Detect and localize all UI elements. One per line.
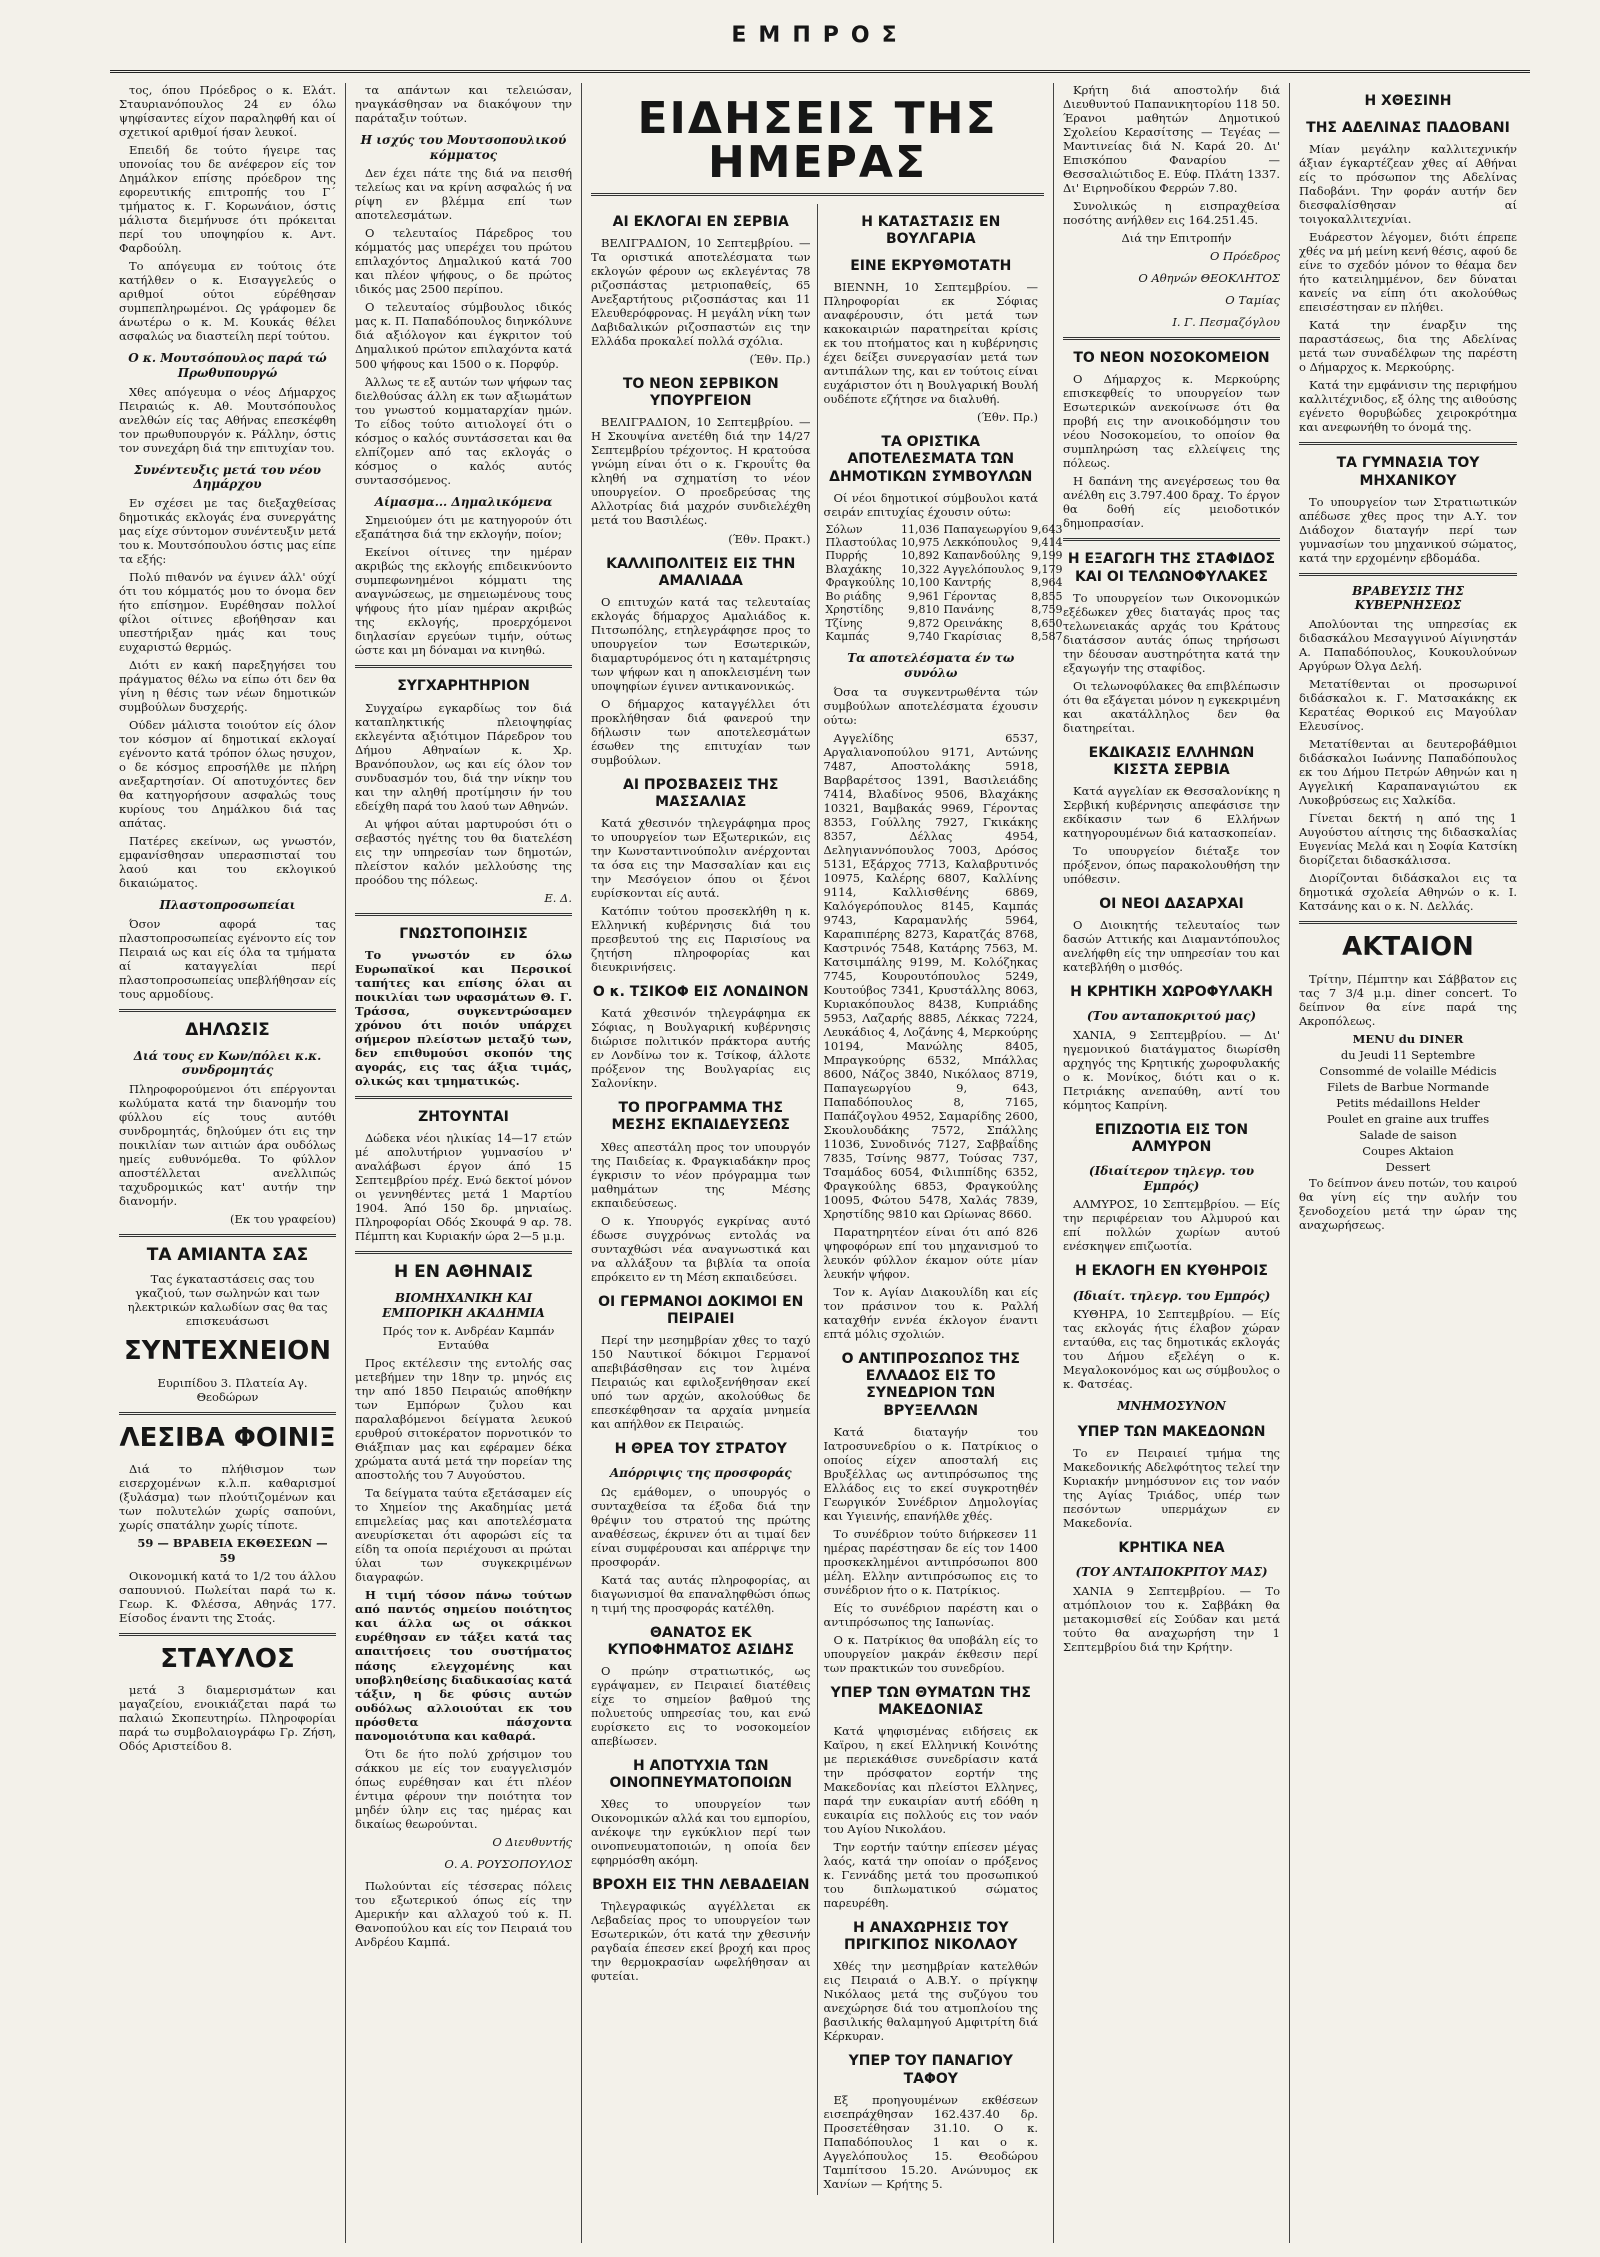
table-row xyxy=(824,536,1065,549)
candidate-name: Χρηστίδης xyxy=(825,603,884,617)
article-text: Οι τελωνοφύλακες θα επιβλέπωσιν ότι θα εξάγεται μόνον η εγκεκριμένη και ακατάλληλος δεν θα διατηρείται. xyxy=(1063,678,1280,735)
article-text: Όσα τα συγκεντρωθέντα τών συμβούλων αποτελέσματα έχουσιν ούτω: xyxy=(823,684,1038,727)
divider xyxy=(119,1009,336,1012)
article-text: Το απόγευμα εν τούτοις ότε κατήλθεν ο κ. Εισαγγελεύς ο αριθμοί ούτοι εύρέθησαν συμπεπληρωμένοι. Ως γράφομεν δε άνωτέρω ο κ. Μ. Κουκάς θέλει ασφαλώς να διαστείλη περί τούτου. xyxy=(119,259,336,344)
section-subheading: ΤΗΣ ΑΔΕΛΙΝΑΣ ΠΑΔΟΒΑΝΙ xyxy=(1306,120,1510,137)
section-heading: Η ΕΞΑΓΩΓΗ ΤΗΣ ΣΤΑΦΙΔΟΣ ΚΑΙ ΟΙ ΤΕΛΩΝΟΦΥΛΑΚΕΣ xyxy=(1067,551,1276,585)
article-text: Κρήτη διά αποστολήν διά Διευθυντού Παπανικητορίου 118 50. Έρανοι μαθητών Δημοτικού Σχολείου Κερασίτσης — Τεγέας — Μαντινείας διά Ν. Καρά 20. Δι' Επισκόπου Φαναρίου — Θεσσαλιώτιδος Ε. Εύφ. Πλάτη 1337. Δι' Ειρηνοδίκου Φερρών 7.80. xyxy=(1063,83,1280,196)
section-heading: Πλαστοπροσωπείαι xyxy=(159,898,296,913)
news-split xyxy=(591,204,1063,2195)
section-heading: Ο κ. Μουτσόπουλος παρά τώ Πρωθυπουργώ xyxy=(128,351,327,380)
article-text: ΚΥΘΗΡΑ, 10 Σεπτεμβρίου. — Είς τας εκλογάς ήτις έλαβον χώραν ενταύθα, εις τας δημοτικάς εκλογάς του Δήμου εξελέγη ο κ. Μεγαλοκονόμος και ως σύμβουλος ο κ. Φατσέας. xyxy=(1063,1307,1280,1392)
vote-count: 8,964 xyxy=(1031,576,1063,590)
article-text: Άλλως τε εξ αυτών των ψήφων τας διελθούσας άλλη εκ των αξιωμάτων του γνωστού κομματαρχίαν ημών. Το είδος τούτο αιτιολογεί ότι ο κόσμος ο καλός συντάσσεται και θα ελπίζομεν από τας εκλογάς ο κόσμος ο καλός αυτός συντασσόμενος. xyxy=(355,374,572,487)
article-text: Κατά ψηφισμένας ειδήσεις εκ Καϊρου, η εκεί Ελληνική Κοινότης με περιεκάθισε συνεδρίασιν κατά την πρόσφατον εορτήν της Μακεδονίας και πλείστοι Ελληνες, παρά την ευκαιρίαν αυτή εδόθη η ευκαιρία εις πολλούς εις τον ναόν του Αγίου Νικολάου. xyxy=(823,1724,1038,1837)
menu-item: Coupes Aktaion xyxy=(1362,1144,1454,1159)
article-text: Αγγελίδης 6537, Αργαλιανοπούλου 9171, Αντώνης 7487, Αποστολάκης 5918, Βαρβαρέτσος 1391, Βασιλειάδης 7414, Βλαδίνος 9506, Βλαχάκης 10321, Βαμβακάς 9969, Γέροντας 8353, Γούλλης 7927, Γκικάκης 8357, Δέλλας 4954, Δεληγιαννόπουλος 7003, Δρόσος 5131, Εξάρχος 7713, Καλαβρυτινός 10975, Καλέρης 6807, Καλλίνης 9114, Καλλισθένης 6869, Καλόγερόπουλος 8145, Καμπάς 9743, Καραμανλής 5964, Καραπιπέρης 8273, Καρατζάς 8768, Καστρινός 7548, Κατάρης 7563, Μ. Κατσιμπάλης 9199, Μ. Κολόζηκας 7745, Κουρουτόπουλος 5249, Κουτούβος 7341, Κρυστάλλης 8063, Κυριακόπουλος 8438, Κυπριάδης 5953, Λαζαρής 8885, Λέκκας 7224, Λευκάδιος 4, Λοζάνης 4, Μερκούρης 10194, Μανώλης 8405, Μπραγκούρης 6532, Μπάλλας 8600, Νάζος 3840, Νικόλαος 8719, Παπαγεωργίου 9, 643, Παπαδόπουλος 8, 7165, Παπάζογλου 4952, Σαμαρίδης 2600, Σκουλουδάκης 7572, Σπάλλης 11036, Συνοδινός 7127, Σαββαΐδης 7835, Τσίνης 9877, Τούσας 737, Τσαμάδος 6054, Φιλιππίδης 6352, Φραγκούλης 6853, Φραγκούλης 10095, Φώτου 5478, Χαλάς 7839, Χρηστίδης 9810 και Ωρίωνας 8660. xyxy=(823,730,1038,1222)
masthead xyxy=(110,0,1530,73)
article-text: Παρατηρητέον είναι ότι από 826 ψηφοφόρων επί του μηχανισμού το λευκόν φύλλον έκαμον ούτε μίαν λευκήν ψήφον. xyxy=(823,1225,1038,1282)
article-text: Ο κ. Πατρίκιος θα υποβάλη είς το υπουργείον μακράν έκθεσιν περί των πρακτικών του συνεδρίου. xyxy=(823,1632,1038,1675)
section-subheading: ΕΙΝΕ ΕΚΡΥΘΜΟΤΑΤΗ xyxy=(850,258,1012,275)
section-heading: ΥΠΕΡ ΤΟΥ ΠΑΝΑΓΙΟΥ ΤΑΦΟΥ xyxy=(848,2053,1013,2087)
ad-heading: ΣΥΝΤΕΧΝΕΙΟΝ xyxy=(124,1335,331,1366)
article-source: (Ιδιαίτ. τηλεγρ. του Εμπρός) xyxy=(1072,1288,1271,1303)
votes-table xyxy=(824,523,1065,644)
signature: Ο. Α. ΡΟΥΣΟΠΟΥΛΟΣ xyxy=(444,1856,572,1871)
vote-count: 9,872 xyxy=(907,616,940,630)
divider xyxy=(1299,921,1517,924)
notice-source: (Εκ του γραφείου) xyxy=(230,1212,336,1227)
column-6 xyxy=(1290,83,1526,2243)
article-text: Το γνωστόν εν όλω Ευρωπαϊκοί και Περσικοί ταπήτες και επίσης όλαι αι ποικιλίαι των υφασμάτων Θ. Γ. Τράσσα, συγκεντρώσαμεν χρόνου ότι ποιόν υπάρχει σήμερον πλείστων μεταξύ των, δεν επιθυμούσι σκοπόν της αγοράς, εις τας άξια τιμάς, ολικώς και τμηματικώς. xyxy=(355,947,572,1088)
section-heading: ΑΙ ΕΚΛΟΓΑΙ ΕΝ ΣΕΡΒΙΑ xyxy=(612,214,789,230)
candidate-name: Παπαγεωργίου xyxy=(943,522,1028,536)
divider xyxy=(355,1251,572,1254)
vote-count: 10,322 xyxy=(900,562,940,576)
section-heading: ΕΚΔΙΚΑΣΙΣ ΕΛΛΗΝΩΝ ΚΙΣΣΤΑ ΣΕΡΒΙΑ xyxy=(1088,744,1255,778)
candidate-name: Τζίνης xyxy=(825,616,863,630)
divider xyxy=(1063,337,1280,340)
ad-text: μετά 3 διαμερισμάτων και μαγαζείου, ενοικιάζεται παρά τω παλαιώ Σκοπευτηρίω. Πληροφορίαι παρά τω συμβολαιογράφω Γρ. Ζήση, Οδός Αριστείδου 8. xyxy=(119,1683,336,1754)
article-text: Πρός τον κ. Ανδρέαν Καμπάν Ενταύθα xyxy=(382,1324,555,1353)
section-heading: Η ΑΝΑΧΩΡΗΣΙΣ ΤΟΥ ΠΡΙΓΚΙΠΟΣ ΝΙΚΟΛΑΟΥ xyxy=(843,1920,1018,1954)
article-source: (Του ανταποκριτού μας) xyxy=(1086,1009,1257,1024)
menu-item: Salade de saison xyxy=(1359,1128,1457,1143)
vote-count: 9,414 xyxy=(1031,536,1063,550)
ad-text: Διά το πλήθισμον των εισερχομένων κ.λ.π. καθαρισμοί (ξυλάσμα) των πλούτιζομένων και των πολυτελών χωρίς σαπούνι, χωρίς σπατάλην χωρίς τίποτε. xyxy=(119,1462,336,1533)
article-text: Δώδεκα νέοι ηλικίας 14—17 ετών μέ απολυτήριον γυμνασίου ν' αναλάβωσι έργον άπό 15 Σεπτεμβρίου πρέχ. Ενώ δεκτοί μόνον οι γεννηθέντες μετά 1 Μαρτίου 1904. Άπό 150 δρ. μηνιαίως. Πληροφορίαι Οδός Σκουφά 9 αρ. 78. Πέμπτη και Κυριακήν ώρα 2—5 μ.μ. xyxy=(355,1131,572,1244)
article-text: Απολύονται της υπηρεσίας εκ διδασκάλου Μεσαγγινού Αίγινηστάν Α. Παπαδόπουλος, Κουκουλούνων Αργύρων Όλγα Δελή. xyxy=(1299,616,1517,673)
article-text: Περί την μεσημβρίαν χθες το ταχύ 150 Ναυτικοί δόκιμοι Γερμανοί απεβιβάσθησαν εις τον λιμένα Πειραιώς και εφιλοξενήθησαν εκεί υπό των αρχών, ακολούθως δε επεσκέφθησαν τα αρχαία μνημεία και απήλθον εκ Πειραιώς. xyxy=(591,1332,811,1431)
article-text: Το υπουργείον των Στρατιωτικών απέδωσε χθες προς την Α.Υ. τον Διάδοχον διαταγήν περί των γυμνασίων του μηχανικού σώματος, κατά την ερχομένην εβδομάδα. xyxy=(1299,494,1517,565)
article-text: Το υπουργείον διέταξε τον πρόξενον, όπως παρακολουθήση την υπόθεσιν. xyxy=(1063,844,1280,887)
article-text: Ούδεν μάλιστα τοιούτον είς όλον τον κόσμον αί δημοτικαί εκλογαί εγένοντο κατά τρόπον όλως ησυχον, ο δε κόσμος επροσήλθε με πλήρη ανεξαρτησίαν. Οί αποτυχόντες δεν θα κατηγορήσουν ασφαλώς τους κυρίους του Δημάλκου διά τας απάτας. xyxy=(119,718,336,831)
signature: Ε. Δ. xyxy=(544,890,572,905)
article-text: Μετατίθενται οι προσωρινοί διδάσκαλοι κ. Γ. Ματσακάκης εκ Κερατέας Θορικού εις Μαγούλαν Ελευσίνος. xyxy=(1299,677,1517,734)
article-text: Πατέρες εκείνων, ως γνωστόν, εμφανίσθησαν υπερασπισταί του λαού και του εκλογικού δικαιώματος. xyxy=(119,834,336,891)
section-heading: Η ΑΠΟΤΥΧΙΑ ΤΩΝ ΟΙΝΟΠΝΕΥΜΑΤΟΠΟΙΩΝ xyxy=(609,1758,793,1792)
article-text: Προς εκτέλεσιν της εντολής σας μετεβήμεν την 18ην τρ. μηνός εις την από 1850 Πειραιώς αποθήκην των Εμπόρων ζυλου και παραλαβόμενοι δείγματα λευκού ερυθρού σιτοκέρατον πορνοτικόν το Θιάξπιαν μας και εφέραμεν δέκα χρώματα αυτά μετά την πορείαν της αποστολής του 7 Αυγούστου. xyxy=(355,1356,572,1483)
article-text: Κατά διαταγήν του Ιατροσυνεδρίου ο κ. Πατρίκιος ο οποίος είχεν αποσταλή εις Βρυξέλλας ως αντιπρόσωπος της Ελλάδος εις το εκεί συγκροτηθέν Γεωργικόν Συνέδριον Δημολογίας και Υγιεινής, επανήλθε χθές. xyxy=(823,1424,1038,1523)
candidate-name: Γέροντας xyxy=(943,589,997,603)
candidate-name: Πλαστούλας xyxy=(825,536,897,550)
menu-item: Poulet en graine aux truffes xyxy=(1326,1112,1490,1127)
table-row xyxy=(824,617,1065,630)
vote-count: 8,587 xyxy=(1031,629,1063,643)
section-heading: ΚΡΗΤΙΚΑ ΝΕΑ xyxy=(1118,1540,1225,1557)
signature: Ο Αθηνών ΘΕΟΚΛΗΤΟΣ xyxy=(1138,271,1280,286)
article-text: Ο δήμαρχος καταγγέλλει ότι προκλήθησαν διά φανερού την δήλωσιν των αποτελεσμάτων έσωθεν της επιτυχίαν των συμβούλων. xyxy=(591,696,811,767)
article-source: (Ιδιαίτερον τηλεγρ. του Εμπρός) xyxy=(1088,1164,1255,1193)
article-text: Μίαν μεγάλην καλλιτεχνικήν άξιαν έγκαρτέζεαν χθες αί Αθήναι είς το πρόσωπον της Αδελίνας Παδοβάνι. Την φοράν αυτήν δεν διεσφαλίσθησαν αί τοιγοκαλλιτεχνίαι. xyxy=(1299,142,1517,227)
page-columns xyxy=(110,83,1530,2243)
vote-count: 8,650 xyxy=(1031,616,1063,630)
article-text: Συνολικώς η εισπραχθείσα ποσότης ανήλθεν εις 164.251.45. xyxy=(1063,199,1280,228)
article-text: ΑΛΜΥΡΟΣ, 10 Σεπτεμβρίου. — Είς την περιφέρειαν του Αλμυρού και επί πολλών χωρίων αυτού ενέσκηψεν επιζωοτία. xyxy=(1063,1197,1280,1254)
section-heading: ΒΡΟΧΗ ΕΙΣ ΤΗΝ ΛΕΒΑΔΕΙΑΝ xyxy=(592,1877,810,1894)
table-row xyxy=(824,630,1065,643)
article-text: Τρίτην, Πέμπτην και Σάββατον εις τας 7 3/4 μ.μ. diner concert. Το δείπνον θα είνε παρά της Ακροπόλεως. xyxy=(1299,971,1517,1029)
candidate-name: Πυρρής xyxy=(825,549,868,563)
section-heading: Τα αποτελέσματα έν τω συνόλω xyxy=(847,651,1015,680)
notice-text: Πληροφορούμενοι ότι επέργονται κωλύματα κατά την διανομήν του φύλλου είς τους αυτόθι συνδρομητάς, δηλούμεν ότι εις την ποικιλίαν των αιτιών άρα ουδόλως ημείς ευθυνόμεθα. Το φύλλον αποστέλλεται ανελλιπώς ταχυδρομικώς κατ' αυτήν την διανομήν. xyxy=(119,1081,336,1209)
article-text: ΒΕΛΙΓΡΑΔΙΟΝ, 10 Σεπτεμβρίου. — Τα οριστικά αποτελέσματα των εκλογών φέρουν ως εκλεγέντας 78 ριζοσπάστας μετριοπαθείς, 65 Ανεξαρτήτους ριζοσπάστας και 11 Ελευθερόφρονας. Η μεγάλη νίκη των Δαβιδαλικών ριζοσπαστών εις την Ελλάδα προκαλεί πολλά σχόλια. xyxy=(591,236,811,349)
section-heading: ΓΝΩΣΤΟΠΟΙΗΣΙΣ xyxy=(399,925,528,942)
article-text: Την εορτήν ταύτην επίεσεν μέγας λαός, κατά την οποίαν ο πρόξενος κ. Γεννάδης μετά του προσωπικού του διπλωματικού σώματος παρευρέθη. xyxy=(823,1840,1038,1911)
section-heading: Η ΚΑΤΑΣΤΑΣΙΣ ΕΝ ΒΟΥΛΓΑΡΙΑ xyxy=(861,214,1001,248)
article-text: ΧΑΝΙΑ 9 Σεπτεμβρίου. — Το ατμόπλοιον του κ. Σαββάκη θα μετακομισθεί είς Σούδαν και μετά τούτο θα αναχωρήση την 1 Σεπτεμβρίου διά την Κρήτην. xyxy=(1063,1583,1280,1654)
section-heading: ΣΥΓΧΑΡΗΤΗΡΙΟΝ xyxy=(397,678,530,695)
candidate-name: Ορεινάκης xyxy=(943,616,1003,630)
article-text: τος, όπου Πρόεδρος ο κ. Ελάτ. Σταυριανόπουλος 24 εν όλω ψηφίσαντες είχον παραληφθή και οί σχετικοί αριθμοί ήσαν λευκοί. xyxy=(119,83,336,140)
section-heading: ΑΚΤΑΙΟΝ xyxy=(1342,932,1474,963)
section-heading: ΥΠΕΡ ΤΩΝ ΘΥΜΑΤΩΝ ΤΗΣ ΜΑΚΕΔΟΝΙΑΣ xyxy=(830,1684,1031,1718)
vote-count: 10,975 xyxy=(900,536,940,550)
article-text: Κατά την εμφάνισιν της περιφήμου καλλιτέχνιδος, εξ όλης της αιθούσης εγένετο θορυβώδες χειροκρότημα και ανεφωνήθη το όνομά της. xyxy=(1299,378,1517,435)
candidate-name: Βο ριάδης xyxy=(825,589,882,603)
section-heading: ΤΑ ΓΥΜΝΑΣΙΑ ΤΟΥ ΜΗΧΑΝΙΚΟΥ xyxy=(1336,455,1480,489)
article-text: Ο Διοικητής τελευταίος των δασών Αττικής και Διαμαντόπουλος ανελήφθη είς την υπηρεσίαν του και κατεβλήθη ο μισθός. xyxy=(1063,918,1280,975)
article-text: ΒΙΕΝΝΗ, 10 Σεπτεμβρίου. — Πληροφορίαι εκ Σόφιας αναφέρουσιν, ότι μετά των κακοκαιριών παρατηρείται κρίσις εκ του πτοήματος και η κυβέρνησις έχει δείξει συνεργασίαν μετά των αντιπάλων της, και εν τούτοις είναι ευχάριστον ότι η Βουλγαρική Βουλή ουδέποτε εζήτησε να διαλυθή. xyxy=(823,280,1038,407)
divider xyxy=(591,193,1044,196)
section-heading: ΤΟ ΝΕΟΝ ΝΟΣΟΚΟΜΕΙΟΝ xyxy=(1073,350,1270,367)
article-text: Κατά χθεσινόν τηλεγράφημα εκ Σόφιας, η Βουλγαρική κυβέρνησις διώρισε πολιτικόν πράκτορα αυτής εν Λονδίνω τον κ. Τσίκοφ, άλλοτε πρόξενον της Βουλγαρίας εις Σαλονίκην. xyxy=(591,1006,811,1091)
vote-count: 9,740 xyxy=(907,629,940,643)
candidate-name: Βλαχάκης xyxy=(825,562,882,576)
article-text: τα απάντων και τελειώσαν, ηναγκάσθησαν να διακόψουν την παράταξιν τούτων. xyxy=(355,83,572,126)
vote-count: 8,759 xyxy=(1031,603,1063,617)
article-text: Ο τελευταίος Πάρεδρος του κόμματός μας υπερέχει του πρώτου επιλαχόντος Δημαλικού κατά 700 και πλέον ψήφους, ο δε πρώτος ιδικός μας 2500 περίπου. xyxy=(355,226,572,297)
divider xyxy=(119,1633,336,1636)
article-text: ΧΑΝΙΑ, 9 Σεπτεμβρίου. — Δι' ηγεμονικού διατάγματος διωρίσθη αρχηγός της Κρητικής χωροφυλακής ο κ. Μονίκος, διότι και ο κ. Πετριάκης ανεπαύθη, αντί του κόμητος Καπρίνη. xyxy=(1063,1027,1280,1112)
news-of-the-day xyxy=(582,83,1063,2243)
ad-heading: ΛΕΣΙΒΑ ΦΟΙΝΙΞ xyxy=(119,1422,336,1453)
section-heading: Η ΧΘΕΣΙΝΗ xyxy=(1364,93,1452,109)
vote-count: 9,199 xyxy=(1031,549,1063,563)
article-text: Ότι δε ήτο πολύ χρήσιμον του σάκκου με είς τον ευαγγελισμόν όπως ευρέθησαν και έτι πλέον έντιμα φέρουν την ποιότητα τον μηδέν ύλην εις τας ημέρας και δικαίως θεωρούνται. xyxy=(355,1746,572,1831)
dinner-menu xyxy=(1299,1032,1517,1174)
article-text: Εκείνοι οίτινες την ημέραν ακριβώς της εκλογής επιδεικνύοντο συμπεφωνημένοι κόμματι της αναγνώσεως, με σημειωμένους τους ψήφους ήτο μίαν ημέραν ακριβώς της εκλογής, προερχόμενοι διηλασίαν εργεύων τιμήν, ούτως ώστε και μη δόναμαι να κινηθώ. xyxy=(355,545,572,658)
article-text: Κατά χθεσινόν τηλεγράφημα προς το υπουργείον των Εξωτερικών, εις την Κωνσταντινούπολιν ανέρχονται τα όσα εις την Μασσαλίαν και εις την Μεσόγειον όπου οι ξένοι ευρίσκονται είς αυτά. xyxy=(591,816,811,901)
article-text: Ο κ. Υπουργός εγκρίνας αυτό έδωσε συγχρόνως εντολάς να συνταχθώσι νέα αναγνωστικά και να αλλάξουν τα βιβλία τα οποία επρόκειτο εν τη Μέση εκπαιδεύσει. xyxy=(591,1213,811,1284)
signature: Ο Πρόεδρος xyxy=(1209,249,1280,264)
article-source: (ΤΟΥ ΑΝΤΑΠΟΚΡΙΤΟΥ ΜΑΣ) xyxy=(1075,1565,1268,1580)
article-text: Ο τελευταίος σύμβουλος ιδικός μας κ. Π. Παπαδόπουλος διηνκόλυνε διά αξιόλογον και έγκριτον τού Δημαλικού πρώτον επιλαχόντα κατά 500 ψήφους και 1500 ο κ. Πορφύρ. xyxy=(355,300,572,371)
article-text: Εξ προηγουμένων εκθέσεων εισεπράχθησαν 162.437.40 δρ. Προσετέθησαν 31.10. Ο κ. Παπαδόπουλος 1 και ο κ. Αγγελόπουλος 15. Θεοδώρου Ταμπίτσου 15.20. Ανώνυμος εκ Χανίων — Κρήτης 5. xyxy=(823,2092,1038,2191)
section-heading: Η ΕΝ ΑΘΗΝΑΙΣ xyxy=(393,1262,534,1283)
divider xyxy=(355,1096,572,1099)
menu-item: Petits médaillons Helder xyxy=(1336,1096,1480,1111)
article-text: Τον κ. Αγίαν Διακουλίδη και είς τον πράσινον του κ. Ραλλή καταχθήν εννέα έκλογον έναντι επτά μόλις σχολιών. xyxy=(823,1285,1038,1342)
section-heading: Ο ΑΝΤΙΠΡΟΣΩΠΟΣ ΤΗΣ ΕΛΛΑΔΟΣ ΕΙΣ ΤΟ ΣΥΝΕΔΡΙΟΝ ΤΩΝ ΒΡΥΞΕΛΛΩΝ xyxy=(841,1351,1020,1419)
notice-heading: ΔΗΛΩΣΙΣ xyxy=(185,1020,270,1040)
section-heading: Η ΘΡΕΑ ΤΟΥ ΣΤΡΑΤΟΥ xyxy=(614,1440,787,1457)
table-row xyxy=(824,563,1065,576)
menu-item: du Jeudi 11 Septembre xyxy=(1340,1048,1476,1063)
article-text: Διά την Επιτροπήν xyxy=(1121,231,1232,246)
vote-count: 10,892 xyxy=(900,549,940,563)
section-heading: Η ισχύς του Μουτσοπουλικού κόμματος xyxy=(360,133,567,162)
section-heading: Συνέντευξις μετά του νέου Δημάρχου xyxy=(134,462,321,492)
news-column-right xyxy=(818,204,1063,2195)
candidate-name: Γκαρίσιας xyxy=(943,629,1002,643)
article-text: Μετατίθενται αι δευτεροβάθμιοι διδάσκαλοι Ιωάννης Παπαδόπουλος εκ του Δήμου Πετρών Αθηνών και η Αγγελική Καραπαναγιώτου εκ Λυκοβρύσεως εις Χαλκίδα. xyxy=(1299,737,1517,808)
vote-count: 9,810 xyxy=(907,603,940,617)
article-text: Διορίζονται διδάσκαλοι εις τα δημοτικά σχολεία Αθηνών ο κ. Ι. Κατσάνης και ο κ. Ν. Δελλάς. xyxy=(1299,871,1517,914)
signature: Ι. Γ. Πεσμαζόγλου xyxy=(1172,315,1280,330)
candidate-name: Καπανδούλης xyxy=(943,549,1021,563)
candidate-name: Πανάνης xyxy=(943,603,995,617)
divider xyxy=(119,1234,336,1237)
table-row xyxy=(824,590,1065,603)
section-heading: Αίμασμα... Δημαλικόμενα xyxy=(374,494,553,509)
article-text: Αι ψήφοι αύται μαρτυρούσι ότι ο σεβαστός ηγέτης του θα διατελέση εις την υπηρεσίαν των δημοτών, πλείστον καλόν μελλούσης της προόδου της πόλεως. xyxy=(355,816,572,887)
section-heading: ΤΟ ΠΡΟΓΡΑΜΜΑ ΤΗΣ ΜΕΣΗΣ ΕΚΠΑΙΔΕΥΣΕΩΣ xyxy=(611,1100,790,1134)
section-heading: ΑΙ ΠΡΟΣΒΑΣΕΙΣ ΤΗΣ ΜΑΣΣΑΛΙΑΣ xyxy=(623,776,779,810)
candidate-name: Καντρής xyxy=(943,576,992,590)
article-text: Κατά την έναρξιν της παραστάσεως, δια της Αδελίνας μετά των συναδέλφων της παρέστη ο Δήμαρχος κ. Μερκούρης. xyxy=(1299,318,1517,375)
masthead-title: ΕΜΠΡΟΣ xyxy=(731,22,909,48)
menu-item: MENU du DINER xyxy=(1352,1032,1464,1047)
ad-heading: ΤΑ ΑΜΙΑΝΤΑ ΣΑΣ xyxy=(146,1245,309,1266)
page-title: ΕΙΔΗΣΕΙΣ ΤΗΣ ΗΜΕΡΑΣ xyxy=(637,93,998,188)
article-text: Ευάρεστον λέγομεν, διότι έπρεπε χθές να μή μείνη κενή θέσις, αφού δε είνε το σχεδόν μόνον το θέαμα δεν ήτο κατειλημμένον, δεν δύναται κανείς να είπη ότι ακολούθως επεισέστησαν εν πλήθει. xyxy=(1299,230,1517,315)
section-subheading: Απόρριψις της προσφοράς xyxy=(609,1466,792,1481)
section-heading: ΖΗΤΟΥΝΤΑΙ xyxy=(418,1108,509,1125)
article-text: Το εν Πειραιεί τμήμα της Μακεδονικής Αδελφότητος τελεί την Κυριακήν μνημόσυνον εις τον ναόν της Αγίας Τριάδος, υπέρ των πεσόντων υπερμάχων εν Μακεδονία. xyxy=(1063,1445,1280,1531)
column-2 xyxy=(346,83,582,2243)
article-text: ΒΕΛΙΓΡΑΔΙΟΝ, 10 Σεπτεμβρίου. — Η Σκουψίνα ανετέθη διά την 14/27 Σεπτεμβρίου τρέχοντος. Η κρατούσα γνώμη είναι ότι ο κ. Γκρουΐτς θα κληθή να σχηματίση το νέον υπουργείον. Ο προεδρεύσας της Αλλοτρίας διά μαχρόν συνδιελέχθη μετά του Βασιλέως. xyxy=(591,415,811,528)
article-text: Το συνέδριον τούτο διήρκεσεν 11 ημέρας παρέστησαν δε είς τον 1400 προσκεκλημένοι αντιπρόσωποι 800 μέλη. Ελλην αντιπρόσωπος εις το συνέδριον ήτο ο κ. Πατρίκιος. xyxy=(823,1526,1038,1597)
article-text: Το δείπνον άνευ ποτών, του καιρού θα γίνη είς την αυλήν του ξενοδοχείου μετά την ώραν της αναχωρήσεως. xyxy=(1299,1176,1517,1233)
article-text: Ο επιτυχών κατά τας τελευταίας εκλογάς δήμαρχος Αμαλιάδος κ. Πιτσωπόλης, ετηλεγράφησε προς το υπουργείον των Εσωτερικών, διαμαρτυρόμενος ότι η καταμέτρησις των ψήφων και η αποκλεισμένη των υποψηφίων έγινεν αντικανονικώς. xyxy=(591,594,811,693)
ad-heading: ΣΤΑΥΛΟΣ xyxy=(160,1643,295,1674)
section-heading: ΒΡΑΒΕΥΣΙΣ ΤΗΣ ΚΥΒΕΡΝΗΣΕΩΣ xyxy=(1352,583,1464,613)
section-heading: ΘΑΝΑΤΟΣ ΕΚ ΚΥΠΟΦΗΜΑΤΟΣ ΑΣΙΔΗΣ xyxy=(607,1624,795,1658)
article-text: Διότι εν κακή παρεξηγήσει του πράγματος θέλω να είπω ότι δεν θα γίνη η θέσις των νέων δημοτικών συμβούλων δυσχερής. xyxy=(119,658,336,715)
column-5 xyxy=(1054,83,1290,2243)
divider xyxy=(1299,442,1517,445)
article-text: Χθές την μεσημβρίαν κατελθών εις Πειραιά ο Α.Β.Υ. ο πρίγκηψ Νικόλαος μετά της συζύγου του ανεχώρησε διά του ατμοπλοίου της βασιλικής θαλαμηγού Αμφιτρίτη διά Κέρκυραν. xyxy=(823,1959,1038,2044)
table-row xyxy=(824,549,1065,562)
vote-count: 8,855 xyxy=(1031,589,1063,603)
news-column-left xyxy=(591,204,818,2195)
section-heading: Η ΕΚΛΟΓΗ ΕΝ ΚΥΘΗΡΟΙΣ xyxy=(1075,1263,1268,1280)
section-heading: ΟΙ ΝΕΟΙ ΔΑΣΑΡΧΑΙ xyxy=(1099,896,1244,913)
section-heading: ΤΑ ΟΡΙΣΤΙΚΑ ΑΠΟΤΕΛΕΣΜΑΤΑ ΤΩΝ ΔΗΜΟΤΙΚΩΝ ΣΥΜΒΟΥΛΩΝ xyxy=(829,434,1033,485)
article-text: Όσον αφορά τας πλαστοπροσωπείας εγένοντο είς τον Πειραιά ως και είς όλα τα τμήματα αί καταγγελίαι περί πλαστοπροσωπείας υπεβλήθησαν είς τους αρμοδίους. xyxy=(119,916,336,1001)
divider xyxy=(119,1412,336,1415)
notice-subheading: Διά τους εν Κων/πόλει κ.κ. συνδρομητάς xyxy=(133,1048,322,1078)
section-subheading: ΥΠΕΡ ΤΩΝ ΜΑΚΕΔΟΝΩΝ xyxy=(1077,1423,1266,1440)
article-text: Συγχαίρω εγκαρδίως τον διά καταπληκτικής πλειοψηφίας εκλεγέντα αξιότιμον Πάρεδρον του Δήμου Αθηναίων κ. Χρ. Βρανόπουλον, ως και είς όλον τον συνδυασμόν του, διά την νίκην του και την αληθή προτίμησιν ήν του εδείχθη παρά του λαού των Αθηνών. xyxy=(355,700,572,813)
section-heading: ΟΙ ΓΕΡΜΑΝΟΙ ΔΟΚΙΜΟΙ ΕΝ ΠΕΙΡΑΙΕΙ xyxy=(598,1293,804,1327)
signature: Ο Διευθυντής xyxy=(492,1834,572,1849)
article-text: Γίνεται δεκτή η από της 1 Αυγούστου αίτησις της διδασκαλίας Ευγενίας Μελά και η Σοφία Κατσίκη διορίζεται διδασκάλισσα. xyxy=(1299,811,1517,868)
article-text: Κατά τας αυτάς πληροφορίας, αι διαγωνισμοί θα επαναληφθώσι όπως η τιμή της προσφοράς κατέλθη. xyxy=(591,1572,811,1615)
table-row xyxy=(824,523,1065,536)
article-source: (Έθν. Πρ.) xyxy=(977,410,1038,425)
signature: Ο Ταμίας xyxy=(1225,293,1280,308)
divider xyxy=(1063,538,1280,541)
vote-count: 10,100 xyxy=(900,576,940,590)
candidate-name: Φραγκούλης xyxy=(825,576,895,590)
article-text: Κατόπιν τούτου προσεκλήθη η κ. Ελληνική κυβέρνησις διά του πρεσβευτού της εις Παρισίους να ζητήση πληροφορίας και διευκρινήσεις. xyxy=(591,904,811,975)
divider xyxy=(1299,573,1517,576)
article-text: Κατά αγγελίαν εκ Θεσσαλονίκης η Σερβική κυβέρνησις απεφάσισε την εκδίκασιν των 6 Ελλήνων κατηγορουμένων διά κατασκοπείαν. xyxy=(1063,783,1280,840)
article-text: Οί νέοι δημοτικοί σύμβουλοι κατά σειράν επιτυχίας έχουσιν ούτω: xyxy=(823,490,1038,519)
article-text: Ο Δήμαρχος κ. Μερκούρης επισκεφθείς το υπουργείον των Εσωτερικών ανεκοίνωσε ότι θα προβή εις την ανοικοδόμησιν του νέου Νοσοκομείου, το οποίον θα συμπληρώση τας ελλείψεις της πόλεως. xyxy=(1063,372,1280,471)
article-text: Πολύ πιθανόν να έγινεν άλλ' ούχί ότι του κόμματός μου το όνομα δεν ήτο επίσημον. Ευρέθησαν πολλοί φίλοι οίτινες εβοήθησαν και υπεστήριξαν ημάς και τους ευχαριστώ θερμώς. xyxy=(119,569,336,655)
article-source: (Έθν. Πρακτ.) xyxy=(728,531,811,546)
article-text: Τα δείγματα ταύτα εξετάσαμεν είς το Χημείον της Ακαδημίας μετά επιμελείας μας και αποτελέσματα ανευρίσκεται ότι αφορώσι είς τα είδη τα οποία περιέχουσι αι πρώται ύλαι των συγκεκριμένων διαγραφών. xyxy=(355,1486,572,1585)
column-1 xyxy=(110,83,346,2243)
vote-count: 9,643 xyxy=(1031,522,1063,536)
article-text: Χθες απεστάλη προς τον υπουργόν της Παιδείας κ. Φραγκιαδάκην προς έγκρισιν το νέον πρόγραμμα των μαθημάτων της Μέσης εκπαιδεύσεως. xyxy=(591,1139,811,1210)
article-text: Χθες απόγευμα ο νέος Δήμαρχος Πειραιώς κ. Αθ. Μουτσόπουλος ανελθών είς τας Αθήνας επεσκέφθη τον πρωθυπουργόν κ. Ράλλην, όστις τον συνεχάρη διά την επιτυχίαν του. xyxy=(119,384,336,455)
candidate-name: Σόλων xyxy=(825,522,863,536)
article-source: (Έθν. Πρ.) xyxy=(749,352,811,367)
article-text: Η τιμή τόσον πάνω τούτων από παντός σημείου ποιότητος και άλλα ως οι σάκκοι ευρέθησαν εν τάξει κατά τας απαιτήσεις του συστήματος πάσης ελεγχομένης και υποβληθείσης διαδικασίας κατά τάξιν, η δε φύσις αυτών ουδόλως αλλοιούται εκ του πρόσθετα πάσχοντα πανομοιότυπα και καθαρά. xyxy=(355,1588,572,1743)
divider xyxy=(355,665,572,668)
vote-count: 11,036 xyxy=(900,522,940,536)
section-heading: ΤΟ ΝΕΟΝ ΣΕΡΒΙΚΟΝ ΥΠΟΥΡΓΕΙΟΝ xyxy=(622,376,779,410)
article-text: Σημειούμεν ότι με κατηγορούν ότι εξαπάτησα διά την εκλογήν, ποίον; xyxy=(355,513,572,542)
table-row xyxy=(824,576,1065,589)
menu-item: Filets de Barbue Normande xyxy=(1327,1080,1489,1095)
article-text: Επειδή δε τούτο ήγειρε τας υπονοίας του δε ανέφερον είς τον Δημάλκον επίσης πρόεδρον της εφορευτικής επιτροπής του Γ΄ τμήματος κ. Γ. Κορωνάιον, όστις μάλιστα διεμήνυσε ότι πρόκειται περί του υποψηφίου κ. Αντ. Φαρδούλη. xyxy=(119,143,336,256)
candidate-name: Λεκκόπουλος xyxy=(943,536,1018,550)
article-text: Η δαπάνη της ανεγέρσεως του θα ανέλθη εις 3.797.400 δραχ. Το έργον θα δοθή είς μειοδοτικόν δημοπρασίαν. xyxy=(1063,474,1280,531)
ad-text: Ευριπίδου 3. Πλατεία Αγ. Θεοδώρων xyxy=(157,1375,308,1404)
article-text: Ως εμάθομεν, ο υπουργός ο συνταχθείσα τα έξοδα διά την θρέψιν του στρατού της πρώτης αναθέσεως, έκρινεν ότι αι τιμαί δεν είναι συμφέρουσαι και απέρριψε την προσφοράν. xyxy=(591,1484,811,1569)
article-text: Τηλεγραφικώς αγγέλλεται εκ Λεβαδείας προς το υπουργείον των Εσωτερικών, ότι κατά την χθεσινήν ραγδαία έπεσεν εκεί βροχή και προς την θερμοκρασίαν ωφελήθησαν αι φυτείαι. xyxy=(591,1899,811,1984)
section-subheading: ΒΙΟΜΗΧΑΝΙΚΗ ΚΑΙ ΕΜΠΟΡΙΚΗ ΑΚΑΔΗΜΙΑ xyxy=(382,1290,545,1320)
candidate-name: Καμπάς xyxy=(825,629,870,643)
section-heading: ΜΝΗΜΟΣΥΝΟΝ xyxy=(1117,1399,1226,1414)
ad-text: Οικονομική κατά το 1/2 του άλλου σαπουνιού. Πωλείται παρά τω κ. Γεωρ. Κ. Φλέσσα, Αθηνάς 177. Είσοδος έναντι της Στοάς. xyxy=(119,1568,336,1625)
divider xyxy=(355,913,572,916)
article-text: Εν σχέσει με τας διεξαχθείσας δημοτικάς εκλογάς ένα συνεργάτης μας είχε σύντομον συνέντευξιν μετά του κ. Μουτσόπουλου όστις μας είπε τα εξής: xyxy=(119,495,336,566)
section-heading: ΚΑΛΛΙΠΟΛΙΤΕΙΣ ΕΙΣ ΤΗΝ ΑΜΑΛΙΑΔΑ xyxy=(606,555,796,589)
article-text: Το υπουργείον των Οικονομικών εξέδωκεν χθες διαταγάς προς τας τελωνειακάς αρχάς του Κράτους διατάσσον αυτάς όπως τηρήσωσι την δέουσαν αυστηρότητα κατά την εξαγωγήν της σταφίδος. xyxy=(1063,590,1280,675)
candidate-name: Αγγελόπουλος xyxy=(943,562,1025,576)
section-heading: Ο κ. ΤΣΙΚΟΦ ΕΙΣ ΛΟΝΔΙΝΟΝ xyxy=(592,984,809,1001)
vote-count: 9,179 xyxy=(1031,562,1063,576)
vote-count: 9,961 xyxy=(907,589,940,603)
ad-text: 59 — ΒΡΑΒΕΙΑ ΕΚΘΕΣΕΩΝ — 59 xyxy=(137,1536,328,1565)
table-row xyxy=(824,603,1065,616)
article-text: Χθες το υπουργείον των Οικονομικών αλλά και του εμπορίου, ανέκοψε την εγκύκλιον περί των οινοπνευματοποιών, η οποία δεν εφηρμόσθη ακόμη. xyxy=(591,1797,811,1868)
article-text: Δεν έχει πάτε της διά να πεισθή τελείως και να κρίνη ασφαλώς ή να ρίψη εν βλέμμα επί των αποτελεσμάτων. xyxy=(355,166,572,223)
article-text: Ο πρώην στρατιωτικός, ως εγράψαμεν, εν Πειραιεί διατέθεις είχε το σημείον βαθμού της πολυετούς υπηρεσίας του, και ενώ ευρίσκετο εις το νοσοκομείον απεβίωσεν. xyxy=(591,1663,811,1749)
section-heading: ΕΠΙΖΩΟΤΙΑ ΕΙΣ ΤΟΝ ΑΛΜΥΡΟΝ xyxy=(1094,1122,1249,1156)
menu-item: Consommé de volaille Médicis xyxy=(1319,1064,1497,1079)
ad-text: Τας έγκαταστάσεις σας του γκαζιού, των σωληνών και των ηλεκτρικών καλωδίων σας θα τας επισκευάσωσι xyxy=(127,1271,328,1328)
article-text: Πωλούνται είς τέσσερας πόλεις του εξωτερικού όπως είς την Αμερικήν και αλλαχού τού κ. Π. Θανοπούλου και είς τον Πειραιά του Ανδρέου Καμπά. xyxy=(355,1878,572,1949)
article-text: Είς το συνέδριον παρέστη και ο αντιπρόσωπος της Ιαπωνίας. xyxy=(823,1600,1038,1629)
menu-item: Dessert xyxy=(1385,1160,1431,1175)
section-heading: Η ΚΡΗΤΙΚΗ ΧΩΡΟΦΥΛΑΚΗ xyxy=(1070,984,1273,1001)
